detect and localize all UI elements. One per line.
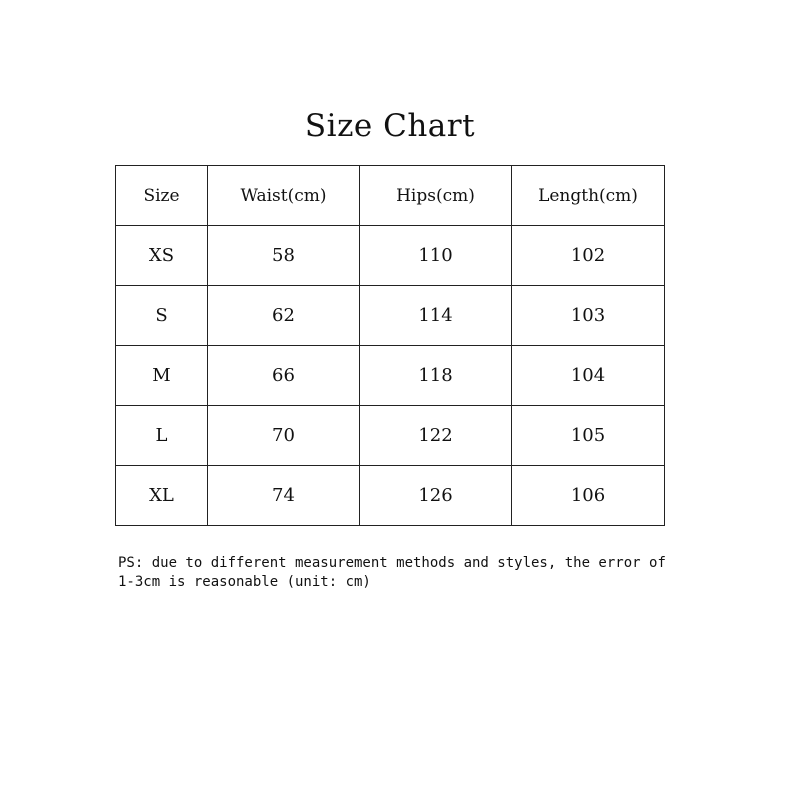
table-row: [116, 226, 665, 286]
size-cell: M: [116, 346, 208, 406]
hips-cell: 118: [360, 346, 512, 406]
waist-cell: 66: [208, 346, 360, 406]
size-cell: L: [116, 406, 208, 466]
length-cell: 103: [512, 286, 665, 346]
length-cell: 106: [512, 466, 665, 526]
size-chart-table: [115, 165, 665, 526]
header-hips: Hips(cm): [360, 166, 512, 226]
table-row: [116, 286, 665, 346]
table-header-row: [116, 166, 665, 226]
waist-cell: 70: [208, 406, 360, 466]
waist-cell: 58: [208, 226, 360, 286]
size-cell: S: [116, 286, 208, 346]
size-cell: XS: [116, 226, 208, 286]
length-cell: 104: [512, 346, 665, 406]
table-row: [116, 406, 665, 466]
hips-cell: 110: [360, 226, 512, 286]
page-title: Size Chart: [304, 108, 476, 144]
measurement-note: PS: due to different measurement methods and styles, the error of 1-3cm is reasonable (unit: cm): [118, 555, 666, 590]
length-cell: 105: [512, 406, 665, 466]
length-cell: 102: [512, 226, 665, 286]
header-length: Length(cm): [512, 166, 665, 226]
header-waist: Waist(cm): [208, 166, 360, 226]
table-row: [116, 466, 665, 526]
hips-cell: 126: [360, 466, 512, 526]
hips-cell: 122: [360, 406, 512, 466]
table-row: [116, 346, 665, 406]
waist-cell: 62: [208, 286, 360, 346]
hips-cell: 114: [360, 286, 512, 346]
waist-cell: 74: [208, 466, 360, 526]
header-size: Size: [116, 166, 208, 226]
size-cell: XL: [116, 466, 208, 526]
